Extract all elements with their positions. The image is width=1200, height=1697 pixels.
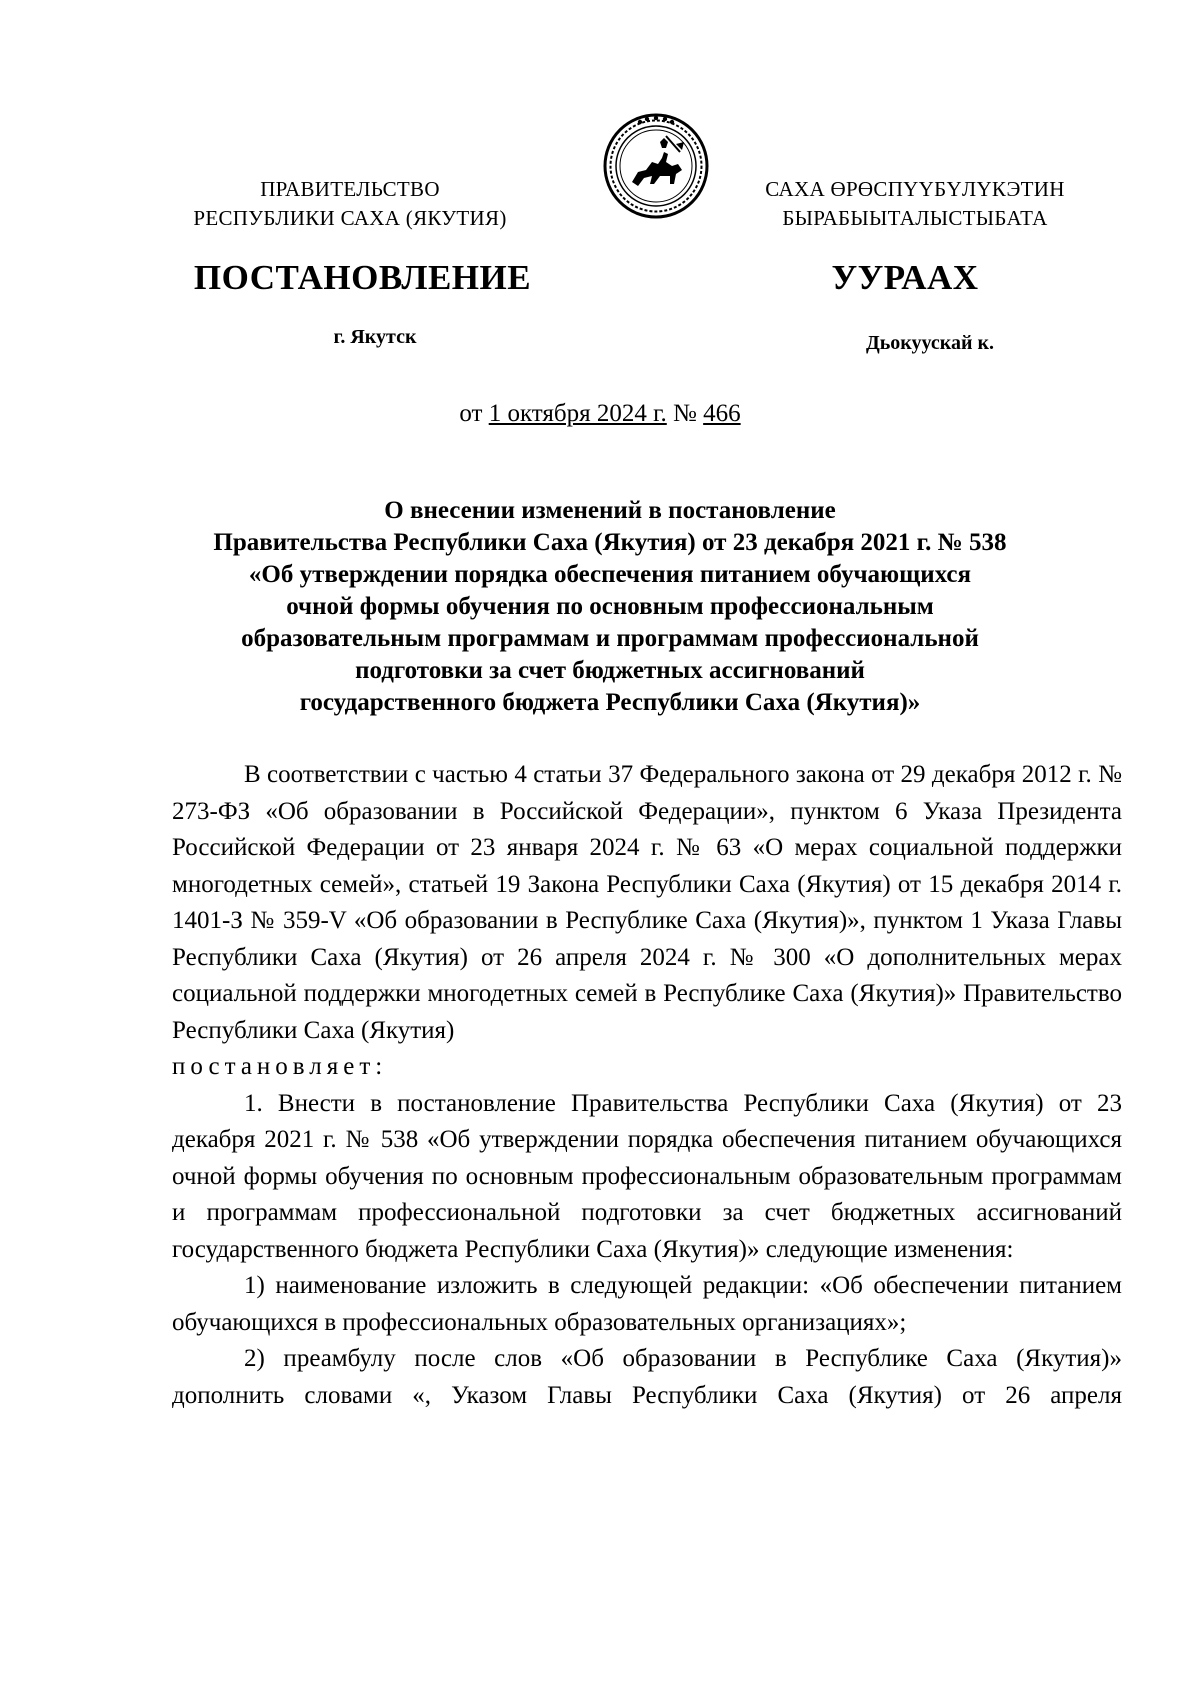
title-line: подготовки за счет бюджетных ассигнований: [355, 657, 865, 684]
document-title: [160, 495, 1060, 719]
document-date: 1 октября 2024 г.: [488, 400, 667, 427]
org-name-sah-line1: САХА ӨРӨСПҮҮБҮЛҮКЭТИН: [765, 177, 1065, 201]
city-russian: г. Якутск: [333, 326, 417, 348]
coat-of-arms-emblem: [602, 112, 710, 220]
org-name-ru-line1: ПРАВИТЕЛЬСТВО: [260, 177, 440, 201]
document-type-yakut: УУРААХ: [831, 258, 979, 297]
document-number: 466: [703, 400, 741, 427]
title-line: образовательным программам и программам профессиональной: [241, 625, 979, 652]
document-body: [172, 757, 1122, 1414]
item-1-paragraph: 1. Внести в постановление Правительства Республики Саха (Якутия) от 23 декабря 2021 г. № 538 «Об утверждении порядка обеспечения питанием обучающихся очной формы обучения по основным профессиональным образовательным программам и программам профессиональной подготовки за счет бюджетных ассигнований государственного бюджета Республики Саха (Якутия)» следующие изменения:: [172, 1089, 1122, 1263]
subitem-2-paragraph: 2) преамбулу после слов «Об образовании в Республике Саха (Якутия)» дополнить словами «, Указом Главы Республики Саха (Якутия) от 26 апреля: [172, 1345, 1122, 1409]
org-name-sah-line2: БЫРАБЫЫТАЛЫСТЫБАТА: [782, 206, 1048, 230]
title-line: «Об утверждении порядка обеспечения питанием обучающихся: [248, 561, 972, 588]
date-prefix: от: [459, 400, 483, 427]
title-line: О внесении изменений в постановление: [384, 497, 836, 524]
subitem-1-paragraph: 1) наименование изложить в следующей редакции: «Об обеспечении питанием обучающихся в профессиональных образовательных организациях»;: [172, 1272, 1122, 1336]
number-sign: №: [673, 400, 697, 427]
city-yakut: Дьокуускай к.: [865, 332, 995, 354]
title-line: Правительства Республики Саха (Якутия) от 23 декабря 2021 г. № 538: [213, 529, 1007, 556]
org-name-ru-line2: РЕСПУБЛИКИ САХА (ЯКУТИЯ): [193, 206, 507, 230]
org-name-yakut: [755, 175, 1075, 233]
preamble-paragraph: В соответствии с частью 4 статьи 37 Федерального закона от 29 декабря 2012 г. № 273-ФЗ «Об образовании в Российской Федерации», пунктом 6 Указа Президента Российской Федерации от 23 января 2024 г. № 63 «О мерах социальной поддержки многодетных семей», статьей 19 Закона Республики Саха (Якутия) от 15 декабря 2014 г. 1401-З № 359-V «Об образовании в Республике Саха (Якутия)», пунктом 1 Указа Главы Республики Саха (Якутия) от 26 апреля 2024 г. № 300 «О дополнительных мерах социальной поддержки многодетных семей в Республике Саха (Якутия)» Правительство Республики Саха (Якутия): [172, 761, 1122, 1044]
org-name-russian: [180, 175, 520, 233]
resolves-word: постановляет:: [172, 1053, 388, 1080]
title-line: государственного бюджета Республики Саха (Якутия)»: [299, 689, 921, 716]
date-number-line: [0, 400, 1200, 428]
document-type-russian: ПОСТАНОВЛЕНИЕ: [193, 258, 532, 297]
title-line: очной формы обучения по основным профессиональным: [286, 593, 934, 620]
